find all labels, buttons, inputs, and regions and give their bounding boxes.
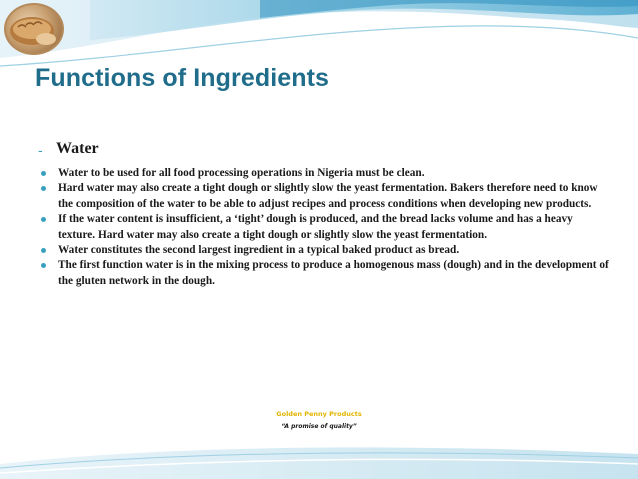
- bullet-item: [40, 258, 610, 289]
- bullet-item: [40, 212, 610, 243]
- bullet-dot-icon: [41, 248, 46, 253]
- footer-tagline: “A promise of quality”: [281, 423, 357, 430]
- bullet-text: Water to be used for all food processing operations in Nigeria must be clean.: [58, 167, 425, 179]
- bread-logo-image: [4, 3, 64, 55]
- slide-title: Functions of Ingredients: [35, 64, 330, 92]
- section-heading-row: [40, 142, 610, 164]
- footer-company: Golden Penny Products: [276, 410, 362, 418]
- section-heading: Water: [56, 140, 99, 157]
- bullet-item: [40, 166, 610, 181]
- bullet-list: [40, 166, 610, 289]
- dash-marker: -: [38, 144, 43, 159]
- header-wave-band: [0, 0, 638, 70]
- bullet-text: The first function water is in the mixing process to produce a homogenous mass (dough) and in the development of the gluten network in the dough.: [58, 259, 609, 287]
- bullet-dot-icon: [41, 263, 46, 268]
- bread-icon: [6, 5, 62, 53]
- bullet-text: Hard water may also create a tight dough or slightly slow the yeast fermentation. Bakers therefore need to know the composition of the water to be able to adjust recipes and process conditions when developing new products.: [58, 182, 598, 210]
- bullet-dot-icon: [41, 217, 46, 222]
- bullet-item: [40, 243, 610, 258]
- bullet-dot-icon: [41, 186, 46, 191]
- footer-wave-band: [0, 440, 638, 479]
- bullet-text: If the water content is insufficient, a ‘tight’ dough is produced, and the bread lacks volume and has a heavy texture. Hard water may also create a tight dough or slightly slow the yeast fermentation.: [58, 213, 573, 241]
- bullet-item: [40, 181, 610, 212]
- slide-footer: [0, 410, 638, 430]
- bullet-text: Water constitutes the second largest ingredient in a typical baked product as bread.: [58, 244, 460, 257]
- bullet-dot-icon: [41, 171, 46, 176]
- slide-content: [40, 142, 610, 289]
